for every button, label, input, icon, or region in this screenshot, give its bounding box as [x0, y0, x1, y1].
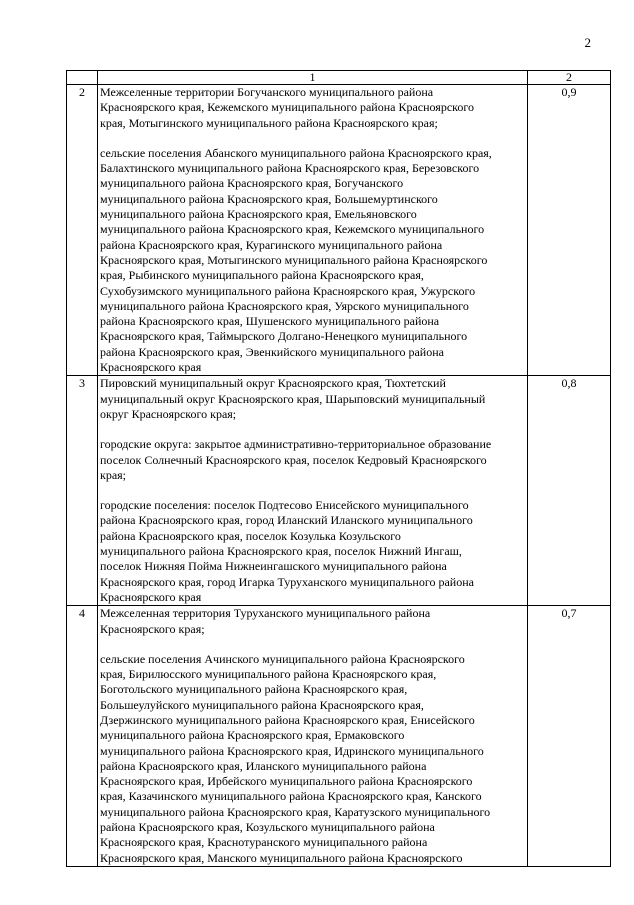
- coefficients-table: [66, 70, 611, 867]
- description-paragraph: сельские поселения Абанского муниципального района Красноярского края, Балахтинского муниципального района Красноярского края, Березовского муниципального района Красноярского края, Богучанского муниципального района Красноярского края, Большемуртинского муниципального района Красноярского края, Емельяновского муниципального района Красноярского края, Кежемского муниципального района Красноярского края, Курагинского муниципального района Красноярского края, Мотыгинского муниципального района Красноярского края, Рыбинского муниципального района Красноярского края, Сухобузимского муниципального района Красноярского края, Ужурского муниципального района Красноярского края, Уярского муниципального района Красноярского края, Шушенского муниципального района Красноярского края, Таймырского Долгано-Ненецкого муниципального района Красноярского края, Эвенкийского муниципального района Красноярского края: [100, 145, 492, 375]
- row-description: [98, 606, 528, 867]
- header-cell-col2: 2: [528, 71, 611, 85]
- row-number: 4: [67, 606, 98, 867]
- row-value: 0,7: [528, 606, 611, 867]
- header-cell-col1: 1: [98, 71, 528, 85]
- row-number: 3: [67, 376, 98, 606]
- row-number: 2: [67, 85, 98, 376]
- row-description: [98, 85, 528, 376]
- description-paragraph: городские поселения: поселок Подтесово Енисейского муниципального района Красноярского края, город Иланский Иланского муниципального района Красноярского края, поселок Козулька Козульского муниципального района Красноярского края, поселок Нижний Ингаш, поселок Нижняя Пойма Нижнеингашского муниципального района Красноярского края, город Игарка Туруханского муниципального района Красноярского края: [100, 498, 474, 604]
- header-cell-num: [67, 71, 98, 85]
- table-row: [67, 376, 611, 606]
- description-paragraph: сельские поселения Ачинского муниципального района Красноярского края, Бирилюсского муниципального района Красноярского края, Боготольского муниципального района Красноярского края, Большеулуйского муниципального района Красноярского края, Дзержинского муниципального района Красноярского края, Енисейского муниципального района Красноярского края, Ермаковского муниципального района Красноярского края, Идринского муниципального района Красноярского края, Иланского муниципального района Красноярского края, Ирбейского муниципального района Красноярского края, Казачинского муниципального района Красноярского края, Канского муниципального района Красноярского края, Каратузского муниципального района Красноярского края, Козульского муниципального района Красноярского края, Краснотуранского муниципального района Красноярского края, Манского муниципального района Красноярского: [100, 651, 491, 865]
- table-row: [67, 85, 611, 376]
- description-paragraph: Межселенная территория Туруханского муниципального района Красноярского края;: [100, 606, 431, 636]
- description-paragraph: Пировский муниципальный округ Красноярского края, Тюхтетский муниципальный округ Красноярского края, Шарыповский муниципальный округ Красноярского края;: [100, 376, 486, 421]
- table-header-row: [67, 71, 611, 85]
- row-value: 0,8: [528, 376, 611, 606]
- description-paragraph: Межселенные территории Богучанского муниципального района Красноярского края, Кежемского муниципального района Красноярского края, Мотыгинского муниципального района Красноярского края;: [100, 85, 474, 130]
- row-value: 0,9: [528, 85, 611, 376]
- table-row: [67, 606, 611, 867]
- row-description: [98, 376, 528, 606]
- page-number: 2: [584, 35, 591, 50]
- description-paragraph: городские округа: закрытое административно-территориальное образование поселок Солнечный Красноярского края, поселок Кедровый Красноярского края;: [100, 437, 492, 482]
